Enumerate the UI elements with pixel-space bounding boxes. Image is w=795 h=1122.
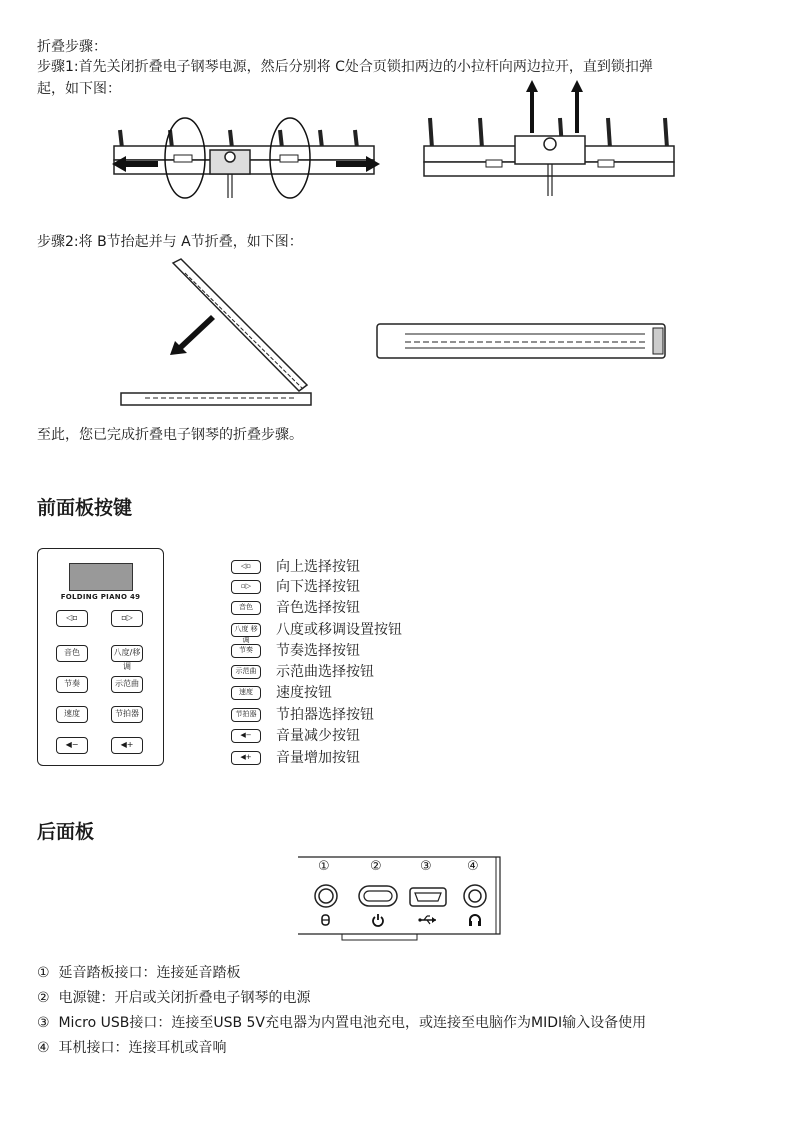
rear-item-number: ④ [37, 1040, 50, 1056]
rear-item-2 [37, 988, 310, 1008]
fp-tempo-button: 速度 [56, 706, 88, 723]
rear-item-text: 耳机接口：连接耳机或音响 [58, 1040, 227, 1056]
volume-up-key-icon: ◀+ [231, 751, 261, 765]
legend-label: 向上选择按钮 [276, 559, 360, 575]
rear-item-number: ③ [37, 1015, 50, 1031]
fp-volume-down-button: ◀− [56, 737, 88, 754]
legend-label: 速度按钮 [276, 685, 332, 701]
legend-label: 节拍器选择按钮 [276, 707, 374, 723]
up-key-icon: ◁▫ [231, 560, 261, 574]
port-number: ④ [467, 859, 479, 874]
power-icon [371, 913, 385, 927]
rear-item-text: 延音踏板接口：连接延音踏板 [58, 965, 241, 981]
rear-item-4 [37, 1038, 226, 1058]
fold-complete-text: 至此，您已完成折叠电子钢琴的折叠步骤。 [37, 427, 303, 443]
down-key-icon: ▫▷ [231, 580, 261, 594]
fp-down-button: ▫▷ [111, 610, 143, 627]
rear-panel-illustration [297, 856, 502, 941]
tempo-key-icon: 速度 [231, 686, 261, 700]
legend-label: 向下选择按钮 [276, 579, 360, 595]
rear-item-text: Micro USB接口：连接至USB 5V充电器为内置电池充电，或连接至电脑作为MIDI输入设备使用 [58, 1015, 647, 1031]
rhythm-key-icon: 节奏 [231, 644, 261, 658]
step1-text-line2: 起，如下图： [37, 81, 121, 97]
front-panel-illustration [37, 548, 164, 766]
port-number: ③ [420, 859, 432, 874]
rear-item-text: 电源键：开启或关闭折叠电子钢琴的电源 [58, 990, 311, 1006]
metronome-key-icon: 节拍器 [231, 708, 261, 722]
legend-label: 音量增加按钮 [276, 750, 360, 766]
fp-voice-button: 音色 [56, 645, 88, 662]
step1-hinge-diagram-right [420, 78, 680, 203]
legend-label: 示范曲选择按钮 [276, 664, 374, 680]
legend-label: 节奏选择按钮 [276, 643, 360, 659]
rear-item-number: ① [37, 965, 50, 981]
legend-label: 音量减少按钮 [276, 728, 360, 744]
rear-item-number: ② [37, 990, 50, 1006]
legend-label: 音色选择按钮 [276, 600, 360, 616]
usb-icon [418, 914, 438, 926]
fp-volume-up-button: ◀+ [111, 737, 143, 754]
step1-hinge-diagram-left [110, 110, 395, 210]
fp-metronome-button: 节拍器 [111, 706, 143, 723]
octave-key-icon: 八度 移调 [231, 623, 261, 637]
step2-folded-diagram [375, 320, 670, 362]
step2-text: 步骤2:将 B节抬起并与 A节折叠，如下图： [37, 234, 303, 250]
legend-label: 八度或移调设置按钮 [276, 622, 402, 638]
volume-down-key-icon: ◀− [231, 729, 261, 743]
port-number: ② [370, 859, 382, 874]
logo-text: FOLDING PIANO 49 [60, 593, 141, 601]
fp-demo-button: 示范曲 [111, 676, 143, 693]
demo-key-icon: 示范曲 [231, 665, 261, 679]
rear-item-3 [37, 1013, 646, 1033]
fold-title: 折叠步骤： [37, 39, 107, 55]
fp-rhythm-button: 节奏 [56, 676, 88, 693]
rear-item-1 [37, 963, 240, 983]
step2-folding-diagram [115, 255, 320, 410]
port-number: ① [318, 859, 330, 874]
front-panel-heading: 前面板按键 [37, 497, 133, 519]
fp-octave-button: 八度/移调 [111, 645, 143, 662]
sustain-pedal-icon [319, 914, 333, 926]
lcd-screen [69, 563, 133, 591]
rear-panel-heading: 后面板 [37, 821, 95, 843]
headphone-icon [468, 913, 482, 927]
step1-text-line1: 步骤1:首先关闭折叠电子钢琴电源，然后分别将 C处合页锁扣两边的小拉杆向两边拉开，直到锁扣弹 [37, 59, 653, 75]
fp-up-button: ◁▫ [56, 610, 88, 627]
voice-key-icon: 音色 [231, 601, 261, 615]
